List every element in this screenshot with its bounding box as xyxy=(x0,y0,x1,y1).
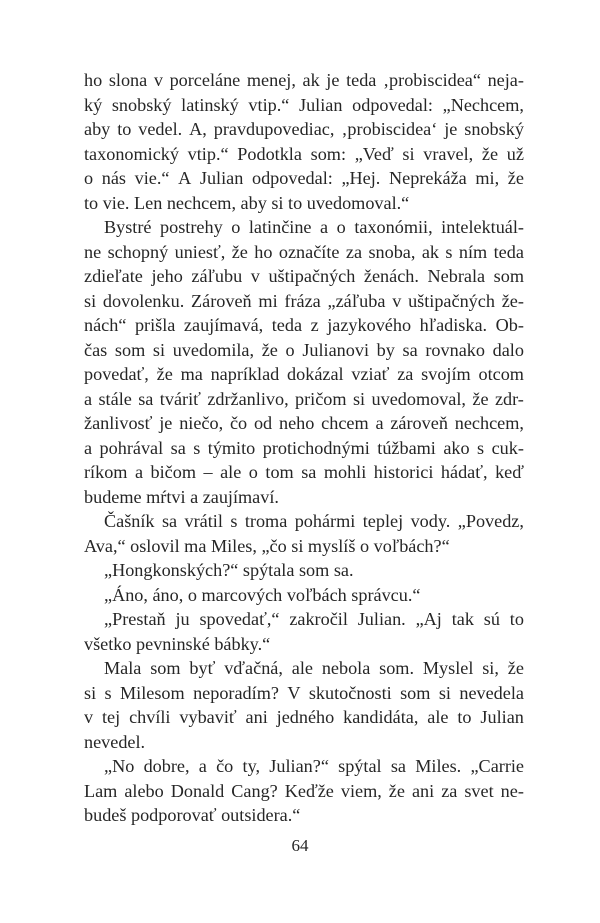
text-line: budeš podporovať outsidera.“ xyxy=(84,805,301,825)
text-line: všetko pevninské bábky.“ xyxy=(84,633,271,654)
text-line: čas som si uvedomila, že o Julianovi by sa rovnako dalo xyxy=(84,339,524,360)
paragraph xyxy=(84,68,524,215)
text-line: ríkom a bičom – ale o tom sa mohli historici hádať, keď xyxy=(84,462,524,482)
text-line: Mala som byť vďačná, ale nebola som. Myslel si, že xyxy=(104,658,524,678)
text-line: o nás vie.“ A Julian odpovedal: „Hej. Neprekáža mi, že xyxy=(84,168,524,188)
paragraph xyxy=(84,215,524,509)
text-line: ký snobský latinský vtip.“ Julian odpovedal: „Nechcem, xyxy=(84,94,524,115)
paragraph xyxy=(84,656,524,754)
text-line: to vie. Len nechcem, aby si to uvedomoval.“ xyxy=(84,192,410,213)
text-line: si dovolenku. Zároveň mi fráza „záľuba v uštipačných že- xyxy=(84,290,524,311)
paragraph xyxy=(84,509,524,558)
text-line: aby to vedel. A, pravdupovediac, ‚probiscidea‘ je snobský xyxy=(84,119,524,139)
paragraph xyxy=(84,607,524,656)
text-line: budeme mŕtvi a zaujímaví. xyxy=(84,486,279,507)
text-line: a stále sa tváriť zdržanlivo, pričom si uvedomoval, že zdr- xyxy=(84,388,524,409)
page-number: 64 xyxy=(291,836,309,855)
text-line: povedať, že ma napríklad dokázal vziať za svojím otcom xyxy=(84,364,524,384)
body-text xyxy=(84,68,524,828)
paragraph xyxy=(84,558,524,583)
text-line: zdieľate jeho záľubu v uštipačných ženách. Nebrala som xyxy=(84,266,524,286)
text-line: si s Milesom neporadím? V skutočnosti som si nevedela xyxy=(84,682,524,703)
text-line: taxonomický vtip.“ Podotkla som: „Veď si vravel, že už xyxy=(84,143,524,164)
text-line: nevedel. xyxy=(84,731,146,752)
paragraph xyxy=(84,754,524,828)
text-line: nách“ prišla zaujímavá, teda z jazykového hľadiska. Ob- xyxy=(84,315,524,335)
text-line: „Áno, áno, o marcových voľbách správcu.“ xyxy=(104,584,421,605)
text-line: „Hongkonských?“ spýtala som sa. xyxy=(104,560,354,580)
text-line: v tej chvíli vybaviť ani jedného kandidáta, ale to Julian xyxy=(84,707,524,727)
text-line: ho slona v porceláne menej, ak je teda ‚probiscidea“ neja- xyxy=(84,70,524,90)
text-line: a pohrával sa s týmito protichodnými túžbami ako s cuk- xyxy=(84,437,524,458)
paragraph xyxy=(84,583,524,608)
text-line: ne schopný uniesť, že ho označíte za snoba, ak s ním teda xyxy=(84,241,524,262)
text-line: Lam alebo Donald Cang? Keďže viem, že ani za svet ne- xyxy=(84,780,524,801)
text-line: „Prestaň ju spovedať,“ zakročil Julian. „Aj tak sú to xyxy=(104,609,524,629)
text-line: „No dobre, a čo ty, Julian?“ spýtal sa Miles. „Carrie xyxy=(104,756,524,776)
text-line: Ava,“ oslovil ma Miles, „čo si myslíš o voľbách?“ xyxy=(84,535,450,556)
text-line: Bystré postrehy o latinčine a o taxonómii, intelektuál- xyxy=(104,217,524,237)
text-line: Čašník sa vrátil s troma pohármi teplej vody. „Povedz, xyxy=(104,511,524,531)
text-line: žanlivosť je niečo, čo od neho chcem a zároveň nechcem, xyxy=(84,413,524,433)
